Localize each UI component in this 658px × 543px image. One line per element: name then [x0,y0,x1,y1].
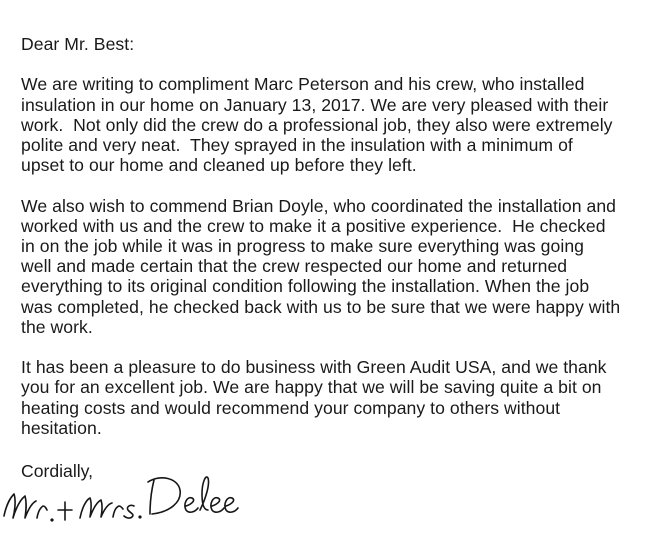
paragraph-line: work. Not only did the crew do a professional job, they also were extremely [21,114,613,135]
salutation [21,34,653,54]
paragraph-line: in on the job while it was in progress to make sure everything was going [21,236,584,256]
paragraph-line: It has been a pleasure to do business with Green Audit USA, and we thank [21,357,607,378]
paragraph-line: you for an excellent job. We are happy that we will be saving quite a bit on [21,377,602,398]
paragraph-line: upset to our home and cleaned up before they left. [21,155,417,176]
paragraph-line: polite and very neat. They sprayed in the insulation with a minimum of [21,135,573,155]
paragraph-line: We are writing to compliment Marc Peterson and his crew, who installed [21,74,585,95]
paragraph-line: We also wish to commend Brian Doyle, who coordinated the installation and [21,195,616,216]
paragraph-line: was completed, he checked back with us to be sure that we were happy with [21,296,621,317]
paragraph-2 [21,196,653,337]
paragraph-line: insulation in our home on January 13, 2017. We are very pleased with their [21,94,609,115]
paragraph-line: heating costs and would recommend your company to others without [21,397,561,418]
paragraph-line: everything to its original condition following the installation. When the job [21,276,590,297]
paragraph-3 [21,357,653,438]
letter-body [21,34,653,458]
paragraph-line: worked with us and the crew to make it a positive experience. He checked [21,215,606,236]
paragraph-line: the work. [21,316,93,337]
paragraph-line: well and made certain that the crew respected our home and returned [21,256,568,277]
closing: Cordially, [21,461,94,481]
handwritten-signature [0,448,340,543]
paragraph-line: hesitation. [21,417,102,438]
salutation-text: Dear Mr. Best: [21,34,135,54]
paragraph-1 [21,74,653,175]
